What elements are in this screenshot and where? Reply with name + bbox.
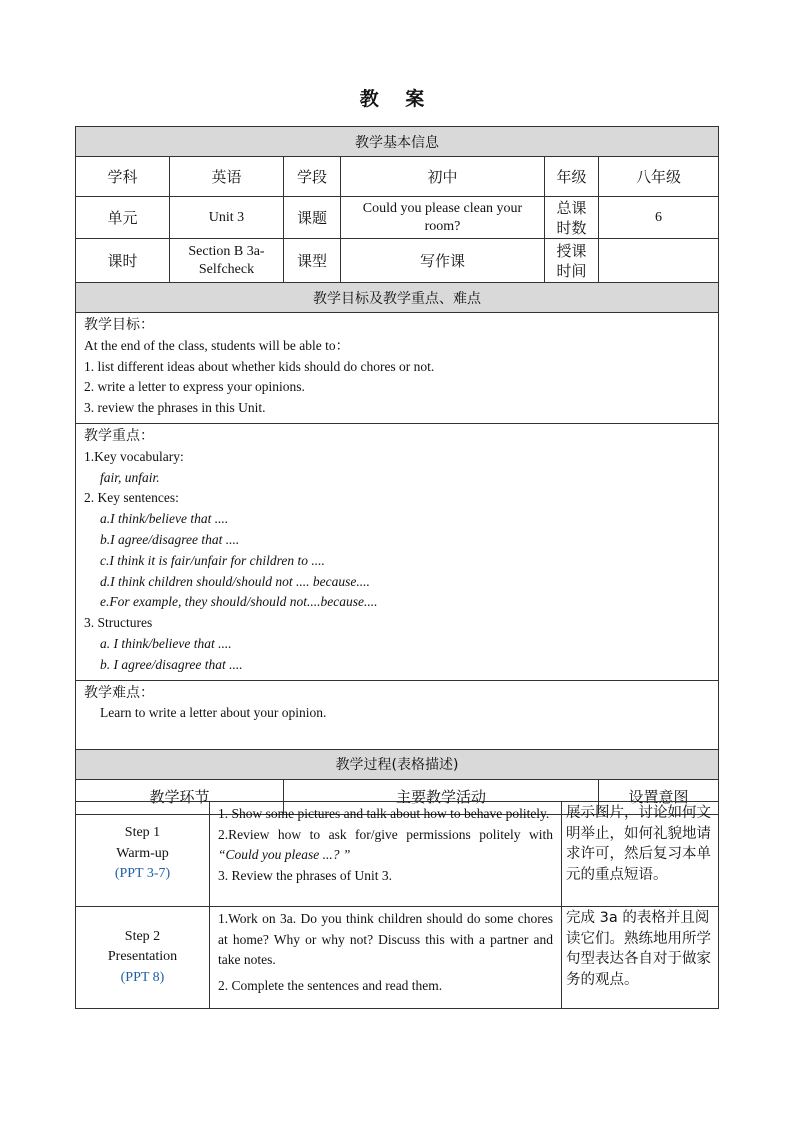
activity-line: 3. Review the phrases of Unit 3.	[218, 867, 392, 883]
unit-label: 单元	[76, 197, 170, 239]
unit-value: Unit 3	[170, 197, 284, 239]
lesson-plan-table	[75, 126, 719, 815]
key-sentence: d.I think children should/should not .... because....	[100, 573, 370, 589]
step-number: Step 1	[124, 825, 161, 841]
period-label: 课时	[76, 239, 170, 283]
time-value	[599, 239, 719, 283]
key-sentence: c.I think it is fair/unfair for children to ....	[100, 552, 325, 568]
time-label: 授课时间	[545, 239, 599, 283]
goal-line: 2. write a letter to express your opinions.	[84, 379, 305, 395]
difficult-title: 教学难点：	[84, 684, 154, 701]
activity-line: 1.Work on 3a. Do you think children should do some chores at home? Why or why not? Discuss this with a partner and take notes.	[218, 911, 553, 967]
topic-value: Could you please clean your room?	[341, 197, 545, 239]
activity-cell	[210, 802, 562, 907]
goal-line: 1. list different ideas about whether kids should do chores or not.	[84, 358, 435, 374]
process-header: 教学过程(表格描述)	[76, 749, 719, 779]
purpose-cell: 完成 3a 的表格并且阅读它们。熟练地用所学句型表达各自对于做家务的观点。	[562, 907, 719, 1009]
activity-line: “Could you please ...? ”	[218, 847, 351, 862]
structure-line: a. I think/believe that ....	[100, 635, 232, 651]
step-ppt: (PPT 3-7)	[114, 866, 171, 882]
subject-value: 英语	[170, 157, 284, 197]
structures-label: 3. Structures	[84, 615, 153, 631]
difficult-points	[76, 680, 719, 749]
step-ppt: (PPT 8)	[120, 969, 165, 985]
activity-line: 2. Complete the sentences and read them.	[218, 977, 443, 993]
col-step-label: 教学环节	[149, 788, 210, 807]
col-activity-header: 主要教学活动	[284, 779, 599, 814]
page-title: 教 案	[359, 88, 435, 110]
goals-title: 教学目标：	[84, 317, 154, 333]
topic-label: 课题	[284, 197, 341, 239]
activity-line: 1. Show some pictures and talk about how to behave politely.	[218, 806, 550, 821]
basic-info-header: 教学基本信息	[76, 127, 719, 157]
key-points	[76, 423, 719, 680]
process-table	[75, 801, 719, 1009]
goal-line: At the end of the class, students will be able to：	[84, 337, 350, 353]
key-sentence: b.I agree/disagree that ....	[100, 531, 240, 547]
grade-value: 八年级	[599, 157, 719, 197]
purpose-cell: 展示图片，讨论如何文明举止，如何礼貌地请求许可，然后复习本单元的重点短语。	[562, 802, 719, 907]
type-label: 课型	[284, 239, 341, 283]
subject-label: 学科	[76, 157, 170, 197]
goal-line: 3. review the phrases in this Unit.	[84, 400, 266, 416]
grade-label: 年级	[545, 157, 599, 197]
structure-line: b. I agree/disagree that ....	[100, 656, 243, 672]
total-periods-label: 总课时数	[545, 197, 599, 239]
step-name: Warm-up	[116, 845, 169, 861]
col-purpose-header: 设置意图	[599, 779, 719, 814]
type-value: 写作课	[341, 239, 545, 283]
key-sentence: a.I think/believe that ....	[100, 511, 229, 527]
key-vocab: fair, unfair.	[100, 469, 160, 485]
step-cell	[76, 802, 210, 907]
activity-cell	[210, 907, 562, 1009]
period-value: Section B 3a-Selfcheck	[170, 239, 284, 283]
step-number: Step 2	[124, 928, 161, 944]
step-name: Presentation	[107, 949, 178, 965]
step-cell	[76, 907, 210, 1009]
key-sentences-label: 2. Key sentences:	[84, 490, 179, 506]
objectives-header: 教学目标及教学重点、难点	[76, 283, 719, 313]
difficult-text: Learn to write a letter about your opinion.	[100, 705, 327, 721]
total-periods-value: 6	[599, 197, 719, 239]
teaching-goals	[76, 313, 719, 424]
key-sentence: e.For example, they should/should not....because....	[100, 594, 378, 610]
key-title: 教学重点：	[84, 427, 154, 444]
stage-value: 初中	[341, 157, 545, 197]
key-vocab-label: 1.Key vocabulary:	[84, 448, 184, 464]
stage-label: 学段	[284, 157, 341, 197]
activity-line: 2.Review how to ask for/give permissions politely with	[218, 826, 553, 842]
